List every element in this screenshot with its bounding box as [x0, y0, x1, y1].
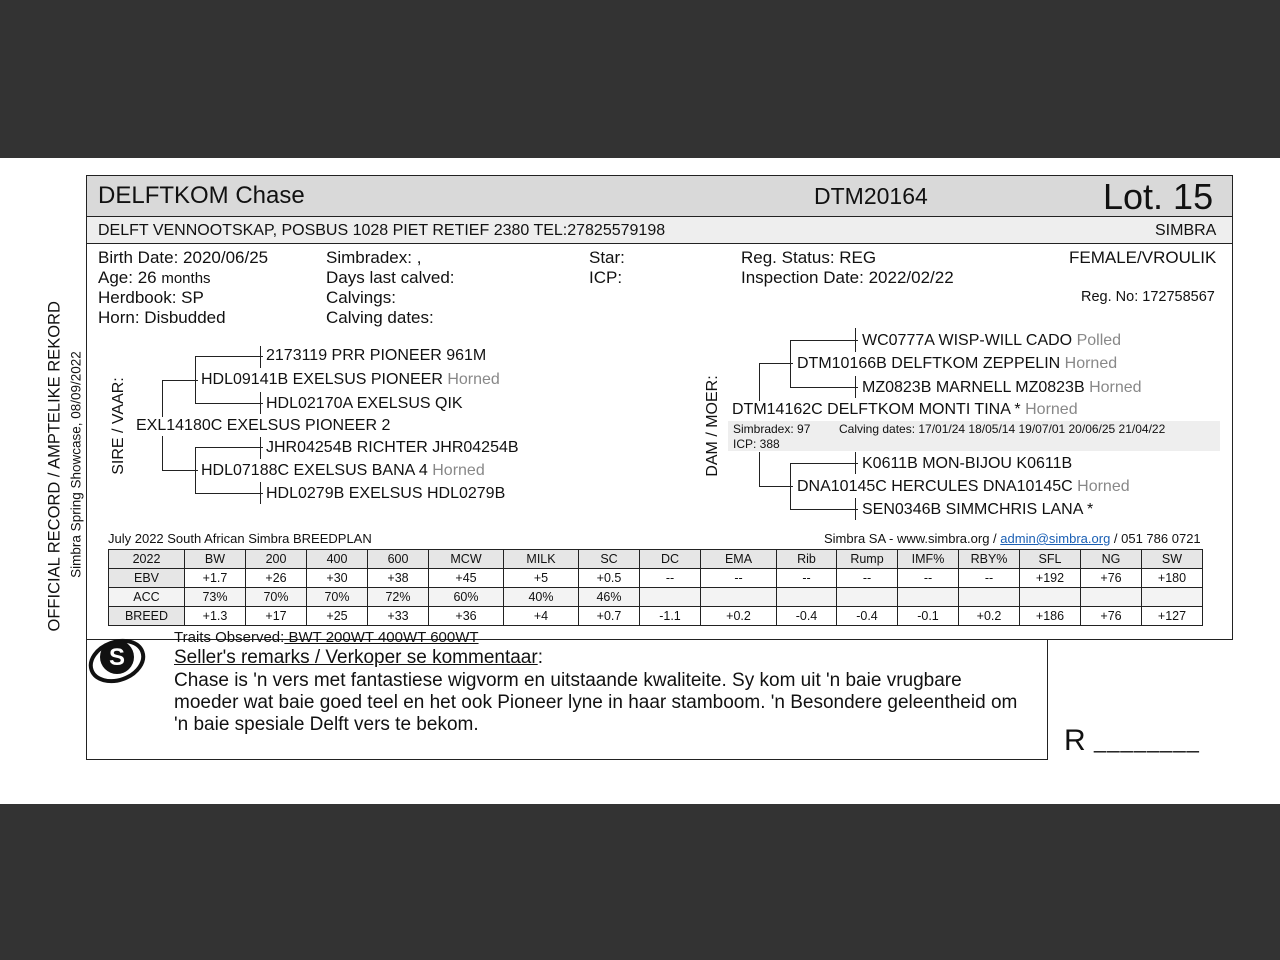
table-cell	[701, 588, 777, 607]
connector-line	[162, 470, 198, 471]
breedplan-row	[109, 588, 1203, 607]
connector-line	[195, 356, 196, 404]
table-cell: -1.1	[640, 607, 701, 626]
table-cell: +76	[1081, 607, 1142, 626]
table-cell: +1.7	[185, 569, 246, 588]
age: Age: 26 months	[98, 268, 211, 287]
header-cell: MILK	[504, 550, 579, 569]
table-cell: +186	[1020, 607, 1081, 626]
breedplan-title: July 2022 South African Simbra BREEDPLAN	[108, 531, 372, 546]
breed: SIMBRA	[1155, 222, 1217, 239]
table-cell: +17	[246, 607, 307, 626]
header-cell: SC	[579, 550, 640, 569]
dam: DTM14162C DELFTKOM MONTI TINA * Horned	[732, 401, 1078, 418]
row-label: ACC	[109, 588, 185, 607]
table-cell: --	[837, 569, 898, 588]
official-record-label: OFFICIAL RECORD / AMPTELIKE REKORD	[45, 301, 64, 632]
sire-dam: HDL07188C EXELSUS BANA 4 Horned	[201, 462, 485, 479]
table-cell: --	[640, 569, 701, 588]
table-cell: +0.2	[701, 607, 777, 626]
table-cell: --	[898, 569, 959, 588]
dam-label: DAM / MOER:	[704, 375, 721, 477]
calvings: Calvings:	[326, 288, 396, 307]
table-cell: +180	[1142, 569, 1203, 588]
connector-line	[790, 387, 858, 388]
breedplan-row	[109, 569, 1203, 588]
simbra-logo-icon	[88, 634, 146, 684]
days-last-calved: Days last calved:	[326, 268, 455, 287]
header-cell: SFL	[1020, 550, 1081, 569]
logo-letter: S	[108, 644, 126, 671]
table-cell: +0.2	[959, 607, 1020, 626]
dam-calving-dates: Calving dates: 17/01/24 18/05/14 19/07/01 20/06/25 21/04/22	[839, 422, 1166, 436]
dam-dam-sire: K0611B MON-BIJOU K0611B	[862, 455, 1073, 472]
reg-status: Reg. Status: REG	[741, 248, 877, 267]
table-cell: 73%	[185, 588, 246, 607]
header-cell: 200	[246, 550, 307, 569]
email-link[interactable]: admin@simbra.org	[1000, 531, 1111, 546]
table-cell: 40%	[504, 588, 579, 607]
connector-line	[855, 328, 856, 352]
table-cell	[898, 588, 959, 607]
connector-line	[195, 403, 263, 404]
header-cell: DC	[640, 550, 701, 569]
connector-line	[195, 356, 263, 357]
connector-line	[260, 437, 261, 459]
table-cell: +0.7	[579, 607, 640, 626]
connector-line	[195, 493, 263, 494]
connector-line	[759, 486, 793, 487]
traits-observed: Traits Observed: BWT 200WT 400WT 600WT	[174, 629, 479, 646]
table-cell: +36	[429, 607, 504, 626]
connector-line	[790, 463, 858, 464]
table-cell: +127	[1142, 607, 1203, 626]
connector-line	[260, 392, 261, 414]
header-cell: RBY%	[959, 550, 1020, 569]
table-cell	[1081, 588, 1142, 607]
table-cell: +5	[504, 569, 579, 588]
price-box-border	[1047, 639, 1233, 640]
dam-sire-dam: MZ0823B MARNELL MZ0823B Horned	[862, 379, 1142, 396]
divider	[1232, 175, 1233, 640]
table-cell: -0.4	[837, 607, 898, 626]
connector-line	[162, 380, 198, 381]
dam-simbradex: Simbradex: 97	[733, 422, 811, 436]
table-cell: -0.1	[898, 607, 959, 626]
calving-dates: Calving dates:	[326, 308, 434, 327]
birth-date: Birth Date: 2020/06/25	[98, 248, 269, 267]
table-cell	[959, 588, 1020, 607]
remarks-line: 'n baie spesiale Delft vers te bekom.	[174, 714, 479, 735]
connector-line	[759, 363, 793, 364]
table-cell: 70%	[307, 588, 368, 607]
connector-line	[162, 380, 163, 417]
table-cell: +25	[307, 607, 368, 626]
table-cell: +38	[368, 569, 429, 588]
table-cell	[777, 588, 837, 607]
table-cell: +45	[429, 569, 504, 588]
connector-line	[195, 447, 263, 448]
row-label: BREED	[109, 607, 185, 626]
connector-line	[759, 363, 760, 401]
table-cell: +4	[504, 607, 579, 626]
connector-line	[195, 447, 196, 494]
sire-sire-sire: 2173119 PRR PIONEER 961M	[266, 347, 487, 364]
connector-line	[855, 452, 856, 474]
sire-label: SIRE / VAAR:	[110, 377, 127, 475]
table-cell: +76	[1081, 569, 1142, 588]
table-cell: --	[701, 569, 777, 588]
header-cell: 600	[368, 550, 429, 569]
connector-line	[260, 482, 261, 504]
breedplan-row	[109, 607, 1203, 626]
header-cell: SW	[1142, 550, 1203, 569]
inspection-date: Inspection Date: 2022/02/22	[741, 268, 954, 287]
table-cell: --	[959, 569, 1020, 588]
header-cell: EMA	[701, 550, 777, 569]
remarks-heading: Seller's remarks / Verkoper se kommentaar:	[174, 647, 543, 668]
sire-dam-dam: HDL0279B EXELSUS HDL0279B	[266, 485, 506, 502]
table-cell: 70%	[246, 588, 307, 607]
connector-line	[162, 436, 163, 470]
table-cell: +1.3	[185, 607, 246, 626]
table-cell	[640, 588, 701, 607]
table-cell: -0.4	[777, 607, 837, 626]
price-currency: R	[1064, 724, 1086, 757]
table-cell: +0.5	[579, 569, 640, 588]
table-cell: +26	[246, 569, 307, 588]
breedplan-header-row	[109, 550, 1203, 569]
animal-name: DELFTKOM Chase	[98, 182, 305, 209]
table-cell: --	[777, 569, 837, 588]
herdbook: Herdbook: SP	[98, 288, 204, 307]
dam-dam: DNA10145C HERCULES DNA10145C Horned	[797, 478, 1130, 495]
header-cell: BW	[185, 550, 246, 569]
owner-address: DELFT VENNOOTSKAP, POSBUS 1028 PIET RETIEF 2380 TEL:27825579198	[98, 222, 666, 239]
price-input-line[interactable]: ________	[1094, 728, 1200, 753]
star: Star:	[589, 248, 625, 267]
header-cell: Rump	[837, 550, 898, 569]
connector-line	[260, 346, 261, 368]
dam-sire: DTM10166B DELFTKOM ZEPPELIN Horned	[797, 355, 1118, 372]
showcase-label: Simbra Spring Showcase, 08/09/2022	[68, 351, 84, 578]
simbradex: Simbradex: ,	[326, 248, 422, 267]
connector-line	[855, 498, 856, 520]
remarks-line: moeder wat baie goed teel en het ook Pioneer lyne in haar stamboom. 'n Besondere geleentheid om	[174, 692, 1018, 713]
horn-status: Horn: Disbudded	[98, 308, 226, 327]
connector-line	[790, 340, 791, 388]
table-cell: +30	[307, 569, 368, 588]
header-cell: 400	[307, 550, 368, 569]
row-label: EBV	[109, 569, 185, 588]
dam-dam-dam: SEN0346B SIMMCHRIS LANA *	[862, 501, 1094, 518]
table-cell	[1142, 588, 1203, 607]
sire-sire: HDL09141B EXELSUS PIONEER Horned	[201, 371, 500, 388]
header-cell: IMF%	[898, 550, 959, 569]
remarks-line: Chase is 'n vers met fantastiese wigvorm en uitstaande kwaliteite. Sy kom uit 'n baie vrugbare	[174, 670, 962, 691]
connector-line	[790, 340, 858, 341]
connector-line	[759, 452, 760, 487]
connector-line	[790, 463, 791, 510]
table-cell: +33	[368, 607, 429, 626]
dam-icp: ICP: 388	[733, 437, 780, 451]
table-cell: 72%	[368, 588, 429, 607]
sire-dam-sire: JHR04254B RICHTER JHR04254B	[266, 439, 519, 456]
breedplan-table	[108, 549, 1203, 626]
lot-number: Lot. 15	[1103, 176, 1214, 217]
header-cell: Rib	[777, 550, 837, 569]
sire: EXL14180C EXELSUS PIONEER 2	[136, 417, 391, 434]
dam-sire-sire: WC0777A WISP-WILL CADO Polled	[862, 332, 1122, 349]
animal-id: DTM20164	[814, 183, 928, 209]
icp: ICP:	[589, 268, 623, 287]
connector-line	[855, 376, 856, 398]
header-cell: 2022	[109, 550, 185, 569]
sire-sire-dam: HDL02170A EXELSUS QIK	[266, 395, 463, 412]
header-cell: MCW	[429, 550, 504, 569]
table-cell: 46%	[579, 588, 640, 607]
breedplan-contact: Simbra SA - www.simbra.org / admin@simbra.org / 051 786 0721	[824, 531, 1201, 546]
table-cell: 60%	[429, 588, 504, 607]
table-cell	[1020, 588, 1081, 607]
table-cell	[837, 588, 898, 607]
sex: FEMALE/VROULIK	[1069, 248, 1217, 267]
table-cell: +192	[1020, 569, 1081, 588]
reg-no: Reg. No: 172758567	[1081, 289, 1215, 305]
header-cell: NG	[1081, 550, 1142, 569]
connector-line	[790, 509, 858, 510]
